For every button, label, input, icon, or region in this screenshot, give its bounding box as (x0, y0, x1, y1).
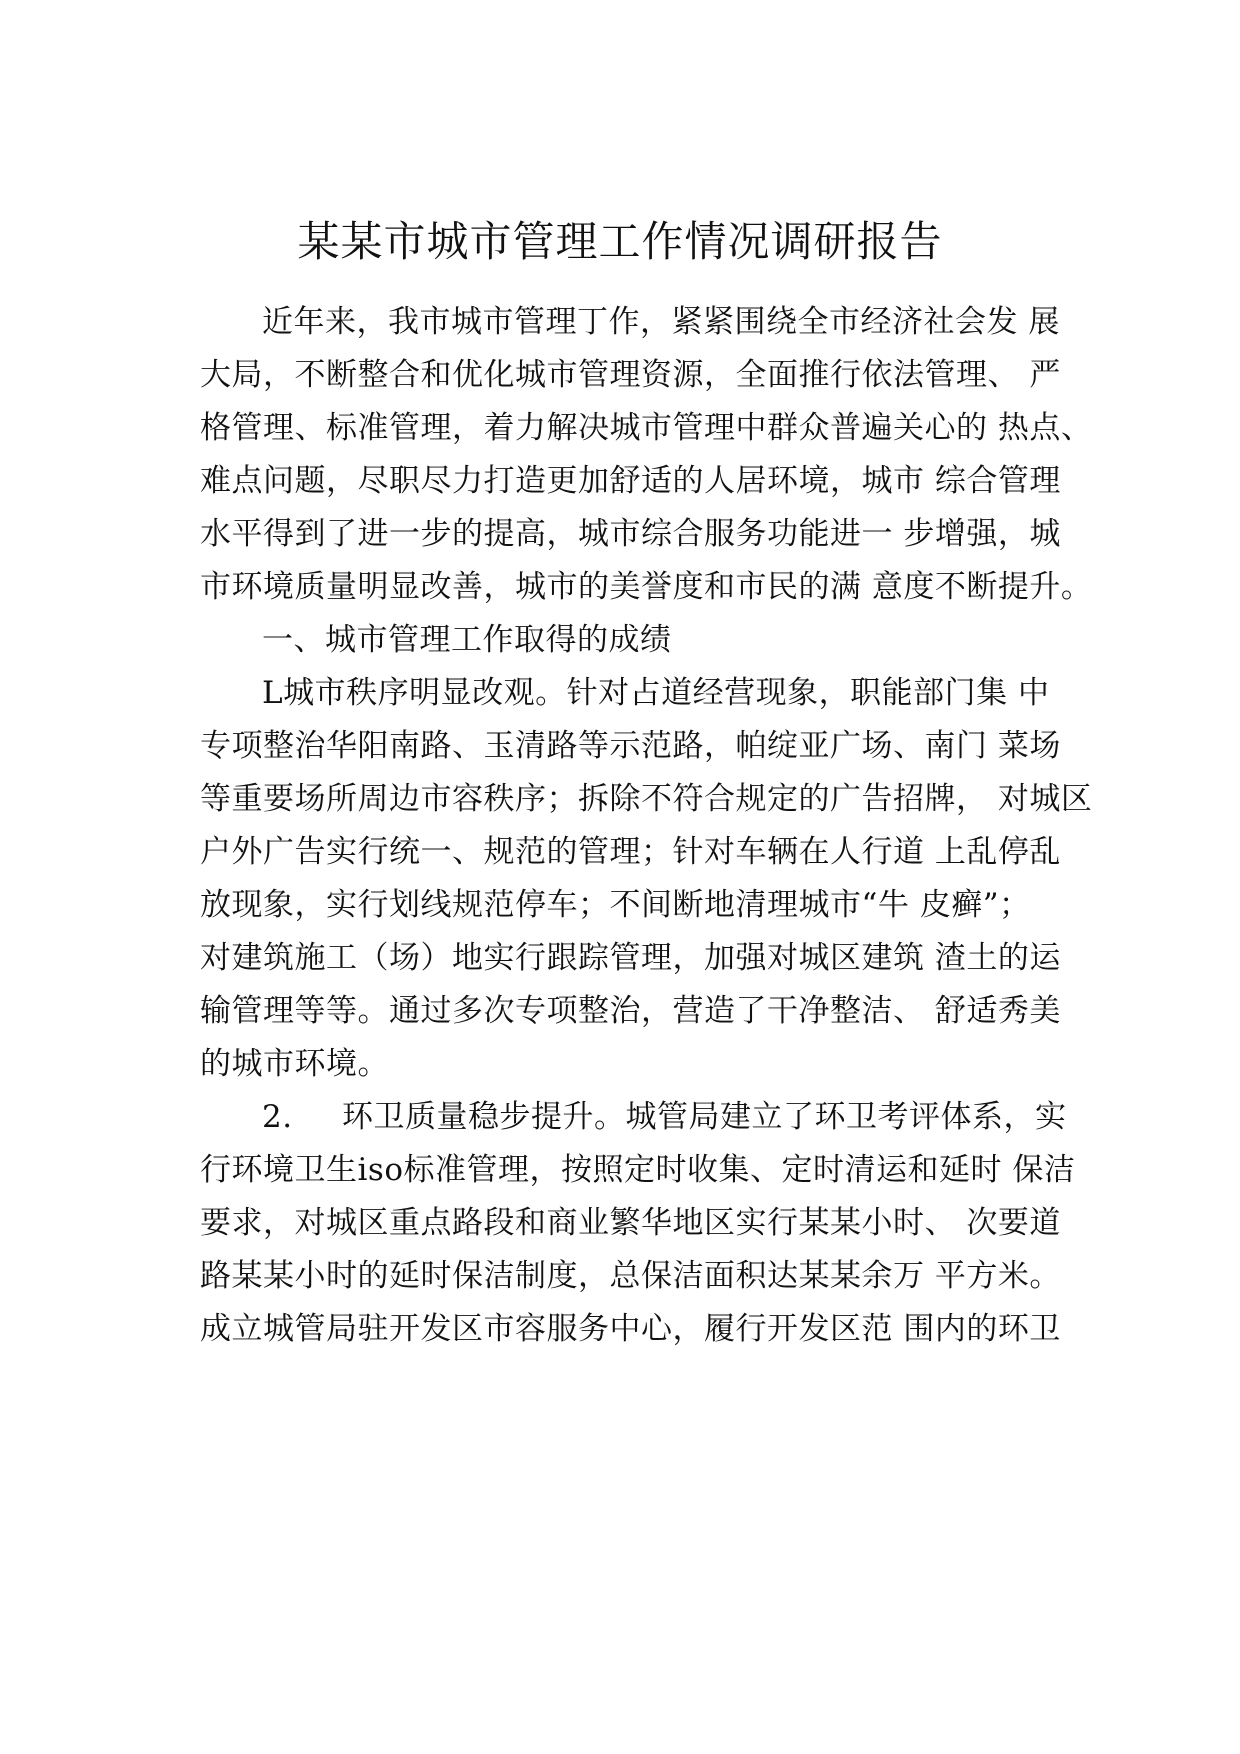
paragraph-line: 格管理、标准管理，着力解决城市管理中群众普遍关心的 热点、 (200, 410, 1093, 446)
paragraph-line: 行环境卫生iso标准管理，按照定时收集、定时清运和延时 保洁 (200, 1152, 1076, 1188)
paragraph-line: L城市秩序明显改观。针对占道经营现象，职能部门集 中 (262, 675, 1050, 711)
paragraph-line: 专项整治华阳南路、玉清路等示范路，帕绽亚广场、南门 菜场 (200, 728, 1061, 764)
paragraph-line: 成立城管局驻开发区市容服务中心，履行开发区范 围内的环卫 (200, 1311, 1061, 1347)
document-title: 某某市城市管理工作情况调研报告 (297, 217, 943, 266)
item-text: 环卫质量稳步提升。城管局建立了环卫考评体系，实 (342, 1099, 1067, 1135)
paragraph-line: 大局，不断整合和优化城市管理资源，全面推行依法管理、 严 (200, 357, 1061, 393)
paragraph-line: 的城市环境。 (200, 1046, 389, 1082)
paragraph-line: 户外广告实行统一、规范的管理；针对车辆在人行道 上乱停乱 (200, 834, 1061, 870)
paragraph-line: 等重要场所周边市容秩序；拆除不符合规定的广告招牌， 对城区 (200, 781, 1093, 817)
paragraph-line: 近年来，我市城市管理丁作，紧紧围绕全市经济社会发 展 (262, 304, 1060, 340)
numbered-paragraph-line (262, 1097, 1067, 1137)
paragraph-line: 水平得到了进一步的提高，城市综合服务功能进一 步增强，城 (200, 516, 1061, 552)
section-heading: 一、城市管理工作取得的成绩 (262, 622, 672, 658)
paragraph-line: 放现象，实行划线规范停车；不间断地清理城市“牛 皮癣”； (200, 887, 1031, 923)
item-number: 2. (262, 1099, 293, 1135)
paragraph-line: 对建筑施工（场）地实行跟踪管理，加强对城区建筑 渣土的运 (200, 940, 1061, 976)
paragraph-line: 难点问题，尽职尽力打造更加舒适的人居环境，城市 综合管理 (200, 463, 1061, 499)
paragraph-line: 市环境质量明显改善，城市的美誉度和市民的满 意度不断提升。 (200, 569, 1093, 605)
paragraph-line: 路某某小时的延时保洁制度，总保洁面积达某某余万 平方米。 (200, 1258, 1061, 1294)
paragraph-line: 输管理等等。通过多次专项整治，营造了干净整洁、 舒适秀美 (200, 993, 1061, 1029)
paragraph-line: 要求，对城区重点路段和商业繁华地区实行某某小时、 次要道 (200, 1205, 1061, 1241)
